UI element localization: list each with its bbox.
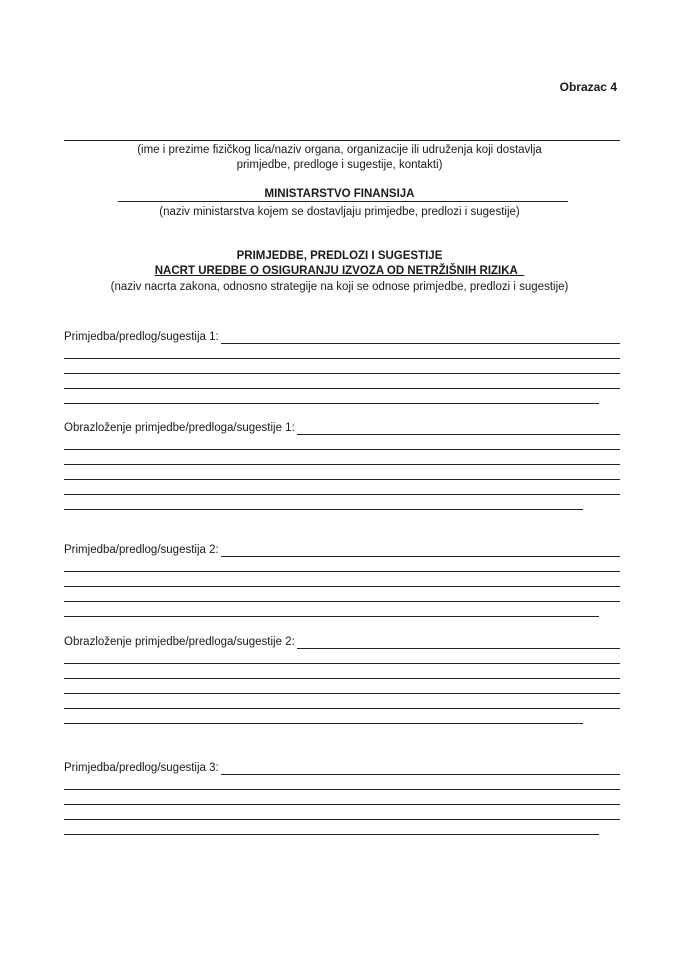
explanation-line[interactable] xyxy=(64,449,620,450)
explanation-line[interactable] xyxy=(64,708,620,709)
explanation-line[interactable] xyxy=(64,464,620,465)
explanation-line[interactable] xyxy=(64,509,583,510)
explanation-label-2: Obrazloženje primjedbe/predloga/sugestije 2: xyxy=(64,636,295,648)
comment-line[interactable] xyxy=(64,819,620,820)
comment-label-3: Primjedba/predlog/sugestija 3: xyxy=(64,762,219,774)
comment-label-1: Primjedba/predlog/sugestija 1: xyxy=(64,331,219,343)
form-number: Obrazac 4 xyxy=(559,80,617,94)
comment-line[interactable] xyxy=(64,804,620,805)
comment-line[interactable] xyxy=(64,789,620,790)
draft-subject-hint: (naziv nacrta zakona, odnosno strategije na koji se odnose primjedbe, predlozi i sugestije) xyxy=(110,281,569,293)
submitter-fill-line[interactable] xyxy=(64,140,620,141)
explanation-line[interactable] xyxy=(64,693,620,694)
comment-line[interactable] xyxy=(64,601,620,602)
explanation-line[interactable] xyxy=(64,494,620,495)
explanation-line[interactable] xyxy=(64,723,583,724)
comment-line[interactable] xyxy=(64,616,599,617)
draft-subject-text: NACRT UREDBE O OSIGURANJU IZVOZA OD NETRŽIŠNIH RIZIKA xyxy=(154,265,518,277)
explanation-line[interactable] xyxy=(64,678,620,679)
submitter-hint-line2: primjedbe, predloge i sugestije, kontakti) xyxy=(236,159,443,171)
ministry-name: MINISTARSTVO FINANSIJA xyxy=(264,188,415,200)
comment-line[interactable] xyxy=(64,388,620,389)
comment-line[interactable] xyxy=(64,571,620,572)
ministry-underline xyxy=(118,201,568,202)
explanation-line[interactable] xyxy=(64,479,620,480)
comment-line[interactable] xyxy=(64,358,620,359)
comment-line[interactable] xyxy=(64,834,599,835)
comment-line[interactable] xyxy=(64,586,620,587)
explanation-label-1: Obrazloženje primjedbe/predloga/sugestije 1: xyxy=(64,422,295,434)
form-title: PRIMJEDBE, PREDLOZI I SUGESTIJE xyxy=(236,250,443,262)
comment-line[interactable] xyxy=(64,373,620,374)
ministry-hint: (naziv ministarstva kojem se dostavljaju primjedbe, predlozi i sugestije) xyxy=(159,206,520,218)
submitter-hint-line1: (ime i prezime fizičkog lica/naziv organa, organizacije ili udruženja koji dostavlja xyxy=(137,144,542,156)
explanation-line[interactable] xyxy=(64,663,620,664)
draft-subject xyxy=(0,264,679,279)
comment-label-2: Primjedba/predlog/sugestija 2: xyxy=(64,544,219,556)
comment-line[interactable] xyxy=(64,403,599,404)
